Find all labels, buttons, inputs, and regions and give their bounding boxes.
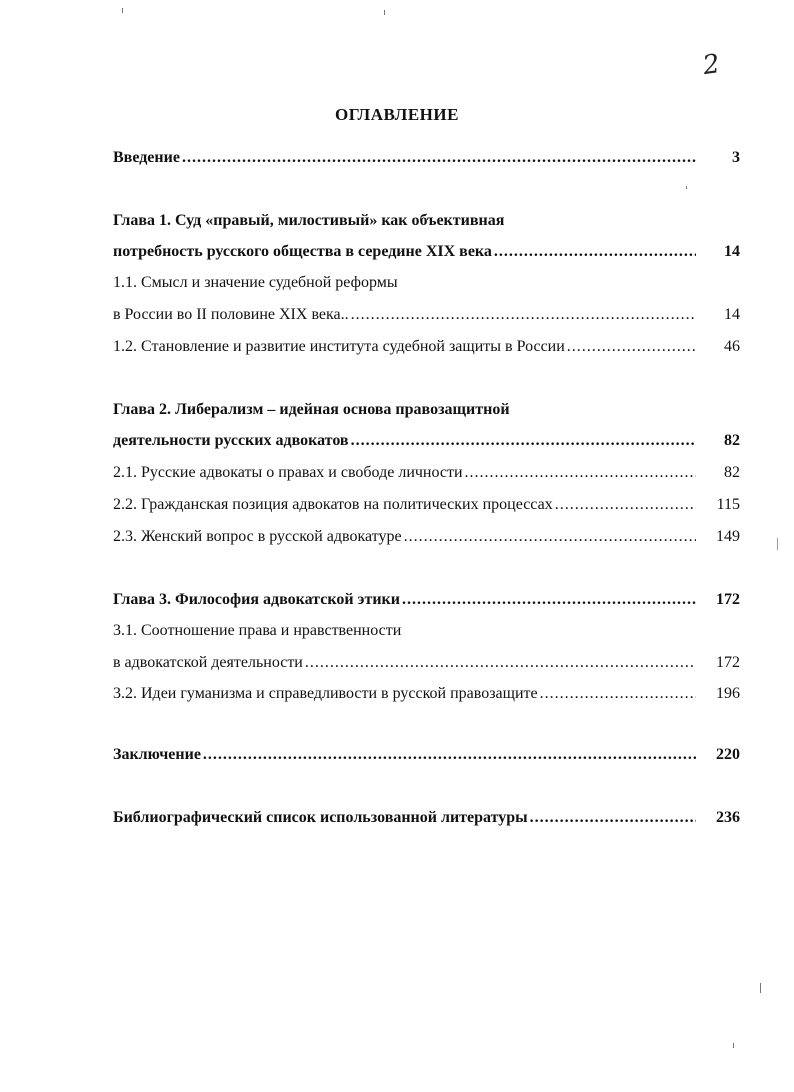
toc-entry-label: Введение: [113, 149, 180, 166]
toc-entry-section-2-3[interactable]: [113, 527, 740, 547]
scan-speck: [686, 186, 687, 189]
toc-entry-label: Заключение: [113, 746, 201, 763]
toc-entry-chapter3[interactable]: [113, 590, 740, 610]
toc-entry-label: 3.2. Идеи гуманизма и справедливости в русской правозащите: [113, 685, 538, 702]
toc-entry-section-1-1[interactable]: [113, 305, 740, 325]
toc-leader-dots: [555, 495, 696, 515]
toc-leader-dots: [494, 242, 696, 262]
toc-entry-label: в адвокатской деятельности: [113, 654, 303, 671]
toc-entry-page: 196: [716, 685, 740, 702]
toc-leader-dots: [567, 337, 696, 357]
toc-entry-page: 14: [724, 306, 740, 323]
toc-leader-dots: [351, 305, 696, 325]
scan-speck: [760, 983, 761, 993]
toc-entry-page: 172: [716, 591, 740, 608]
toc-entry-label: в России во II половине XIX века..: [113, 306, 349, 323]
toc-leader-dots: [351, 431, 696, 451]
toc-entry-section-1-2[interactable]: [113, 337, 740, 357]
toc-chapter2-heading-line1[interactable]: [113, 400, 740, 420]
toc-leader-dots: [404, 527, 696, 547]
page-title: ОГЛАВЛЕНИЕ: [335, 105, 459, 124]
scan-speck: [777, 538, 778, 550]
toc-leader-dots: [305, 653, 696, 673]
toc-entry-label: 3.1. Соотношение права и нравственности: [113, 622, 402, 639]
toc-entry-conclusion[interactable]: [113, 745, 740, 765]
toc-entry-label: Глава 2. Либерализм – идейная основа правозащитной: [113, 401, 510, 418]
scan-speck: [122, 8, 123, 13]
toc-entry-section-2-1[interactable]: [113, 463, 740, 483]
toc-entry-bibliography[interactable]: [113, 808, 740, 828]
handwritten-page-number: 2: [700, 48, 722, 82]
toc-entry-label: деятельности русских адвокатов: [113, 432, 349, 449]
toc-chapter1-heading-line1[interactable]: [113, 211, 740, 231]
toc-entry-label: потребность русского общества в середине XIX века: [113, 243, 492, 260]
toc-entry-section-2-2[interactable]: [113, 495, 740, 515]
toc-entry-label: Глава 1. Суд «правый, милостивый» как объективная: [113, 212, 505, 229]
toc-entry-page: 220: [716, 746, 740, 763]
toc-leader-dots: [465, 463, 696, 483]
toc-entry-page: 149: [716, 528, 740, 545]
toc-leader-dots: [203, 745, 696, 765]
toc-entry-page: 172: [716, 654, 740, 671]
toc-entry-chapter2[interactable]: [113, 431, 740, 451]
toc-entry-section-3-2[interactable]: [113, 684, 740, 704]
toc-leader-dots: [540, 684, 696, 704]
toc-entry-label: Библиографический список использованной литературы: [113, 809, 528, 826]
toc-entry-label: 2.1. Русские адвокаты о правах и свободе личности: [113, 464, 463, 481]
toc-entry-label: 1.1. Смысл и значение судебной реформы: [113, 274, 398, 291]
toc-entry-label: 2.3. Женский вопрос в русской адвокатуре: [113, 528, 402, 545]
toc-entry-page: 46: [724, 338, 740, 355]
toc-section-3-1-line1[interactable]: [113, 621, 740, 641]
scan-speck: [733, 1043, 734, 1048]
toc-entry-page: 82: [724, 432, 740, 449]
toc-entry-page: 82: [724, 464, 740, 481]
toc-leader-dots: [402, 590, 696, 610]
toc-entry-page: 14: [724, 243, 740, 260]
toc-entry-label: 2.2. Гражданская позиция адвокатов на политических процессах: [113, 496, 553, 513]
toc-leader-dots: [530, 808, 696, 828]
toc-section-1-1-line1[interactable]: [113, 273, 740, 293]
scan-speck: [384, 10, 385, 15]
toc-entry-label: 1.2. Становление и развитие института судебной защиты в России: [113, 338, 565, 355]
toc-entry-intro[interactable]: [113, 148, 740, 168]
toc-entry-label: Глава 3. Философия адвокатской этики: [113, 591, 400, 608]
toc-entry-page: 115: [716, 496, 740, 513]
toc-entry-chapter1[interactable]: [113, 242, 740, 262]
toc-entry-page: 3: [732, 149, 740, 166]
toc-leader-dots: [182, 148, 696, 168]
toc-entry-page: 236: [716, 809, 740, 826]
toc-entry-section-3-1[interactable]: [113, 653, 740, 673]
